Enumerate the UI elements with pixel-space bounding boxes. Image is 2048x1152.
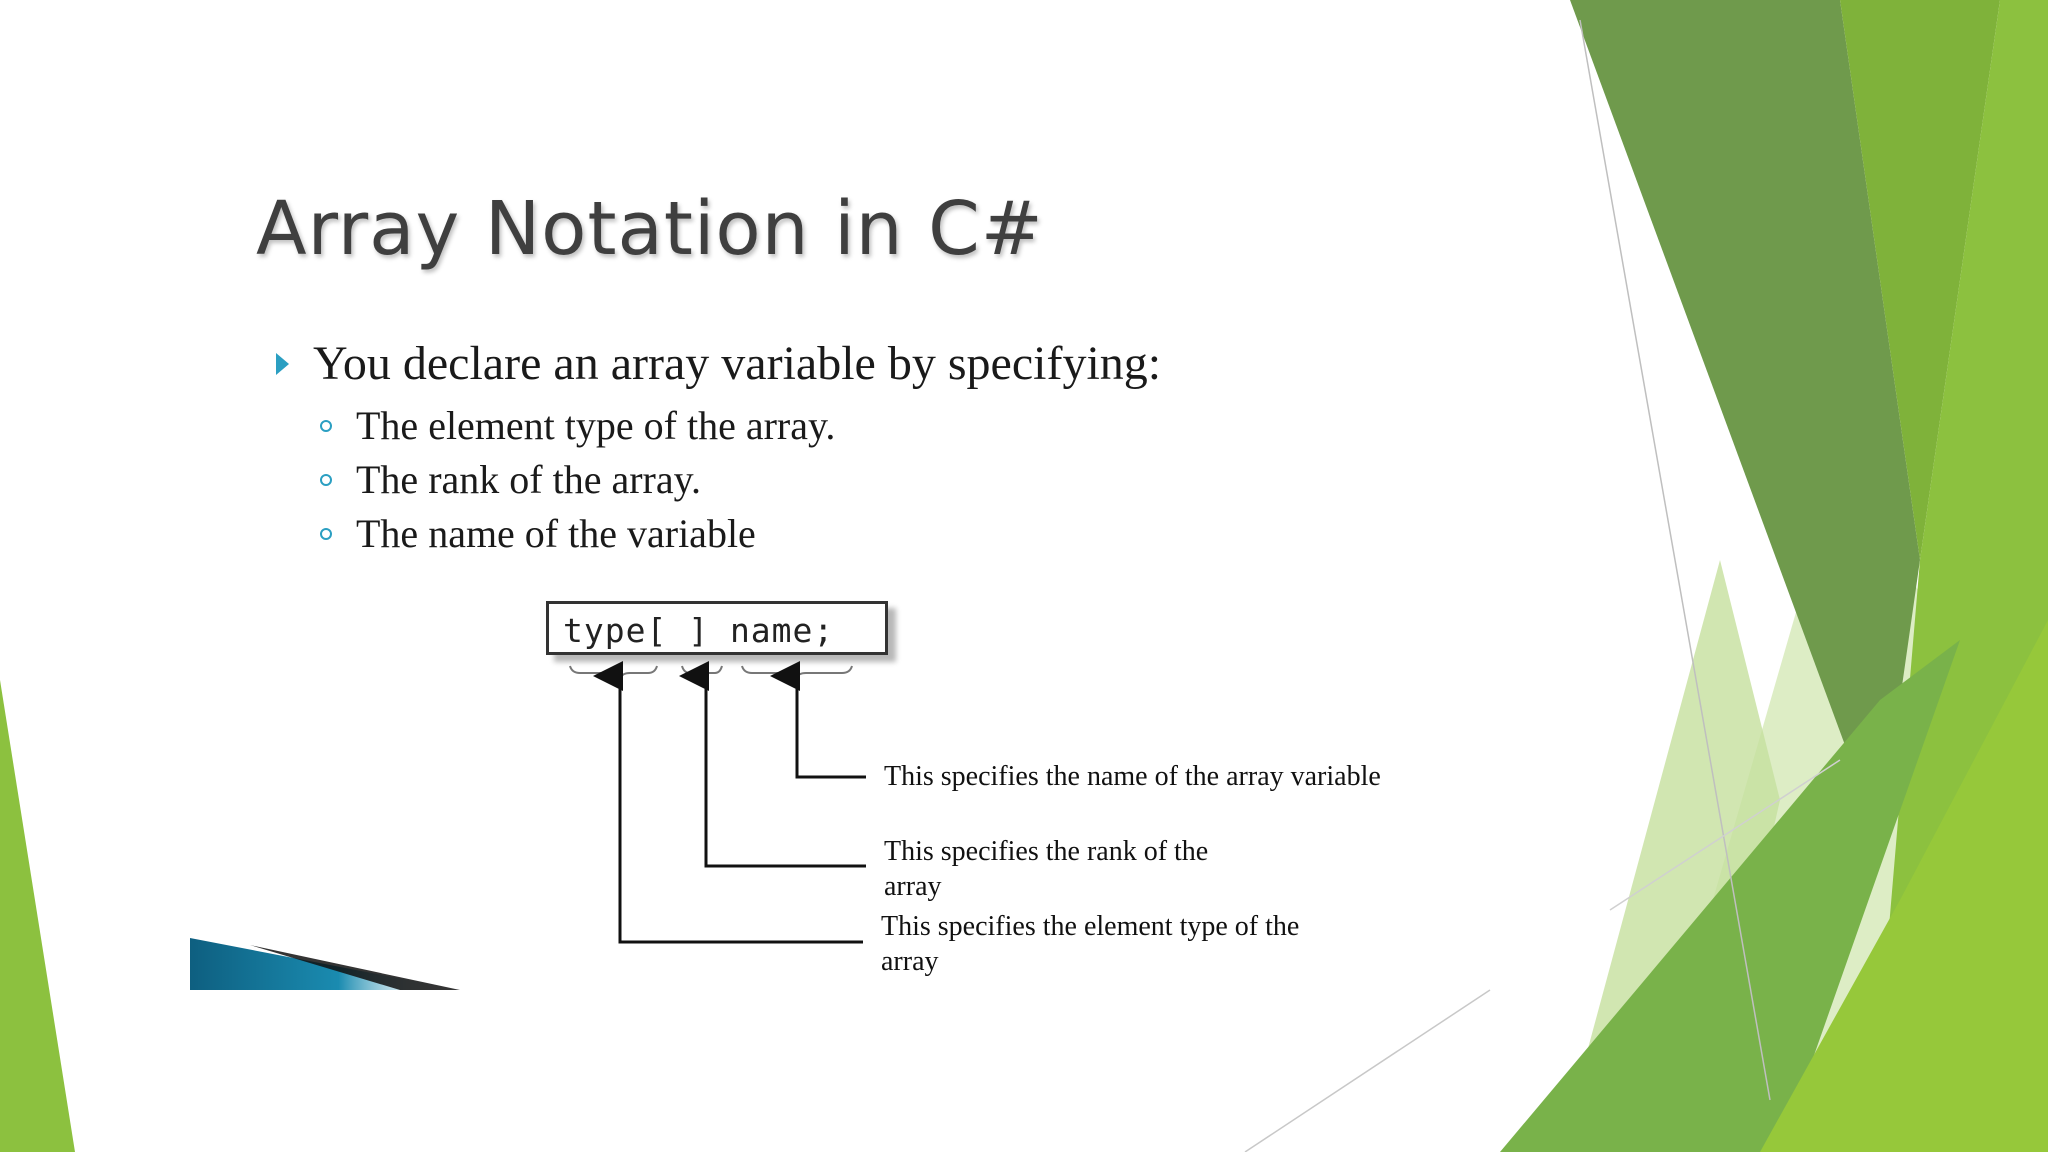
slide-title: Array Notation in C# xyxy=(256,186,1044,272)
triangle-bullet-icon xyxy=(276,353,289,375)
type-annotation-line1: This specifies the element type of the xyxy=(881,911,1300,942)
sub-bullet-text: The name of the variable xyxy=(356,511,756,556)
name-annotation-text: This specifies the name of the array variable xyxy=(884,761,1381,792)
main-bullet xyxy=(276,336,1161,391)
sub-bullet-variable-name xyxy=(320,510,756,557)
circle-bullet-icon xyxy=(320,474,332,486)
code-syntax: type[ ] name; xyxy=(563,611,835,650)
type-annotation-line2: array xyxy=(881,946,939,977)
name-annotation xyxy=(884,759,1381,794)
circle-bullet-icon xyxy=(320,420,332,432)
main-bullet-text: You declare an array variable by specifying: xyxy=(313,337,1162,390)
rank-annotation-line1: This specifies the rank of the xyxy=(884,836,1209,867)
sub-bullet-element-type xyxy=(320,402,835,449)
sub-bullet-rank xyxy=(320,456,701,503)
rank-annotation xyxy=(884,834,1208,904)
left-green-wedge xyxy=(0,680,75,1152)
type-annotation xyxy=(881,909,1299,979)
rank-annotation-line2: array xyxy=(884,871,942,902)
code-syntax-box xyxy=(546,601,888,655)
sub-bullet-text: The rank of the array. xyxy=(356,457,701,502)
sub-bullet-text: The element type of the array. xyxy=(356,403,836,448)
circle-bullet-icon xyxy=(320,528,332,540)
